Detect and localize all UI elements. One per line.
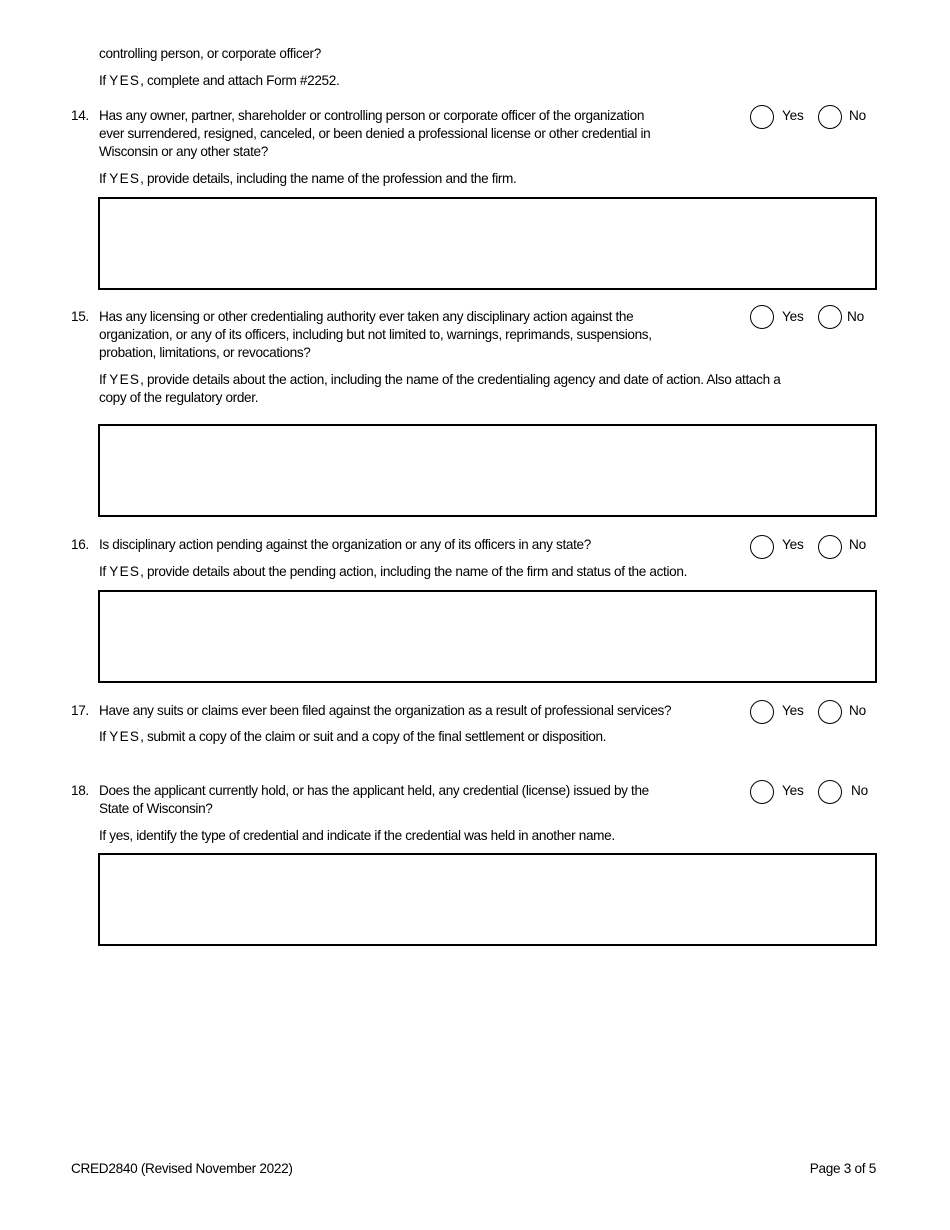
q14-yes-label: Yes — [782, 108, 804, 123]
q14-no-label: No — [849, 108, 866, 123]
q18-if-yes-instruction: If yes, identify the type of credential and indicate if the credential was held in another name. — [99, 828, 615, 843]
q14-no-radio[interactable] — [818, 105, 842, 129]
q16-text — [99, 536, 591, 554]
q14-line: Has any owner, partner, shareholder or controlling person or corporate officer of the organization — [99, 108, 645, 123]
q15-if-yes-instruction: If YES, provide details about the action, including the name of the credentialing agency and date of action. Also attach a — [99, 372, 781, 387]
q18-details-textbox[interactable] — [98, 853, 877, 946]
q17-line: Have any suits or claims ever been filed against the organization as a result of professional services? — [99, 703, 672, 718]
q14-text — [99, 107, 650, 161]
q15-details-textbox[interactable] — [98, 424, 877, 517]
q14-line: ever surrendered, resigned, canceled, or been denied a professional license or other credential in — [99, 126, 651, 141]
q18-line: Does the applicant currently hold, or has the applicant held, any credential (license) issued by the — [99, 783, 649, 798]
q15-yes-label: Yes — [782, 309, 804, 324]
q14-if-yes-instruction: If YES, provide details, including the name of the profession and the firm. — [99, 171, 517, 186]
q14-details-textbox[interactable] — [98, 197, 877, 290]
q17-yes-label: Yes — [782, 703, 804, 718]
q14-line: Wisconsin or any other state? — [99, 144, 268, 159]
q15-text — [99, 308, 652, 362]
q18-yes-radio[interactable] — [750, 780, 774, 804]
q16-line: Is disciplinary action pending against the organization or any of its officers in any state? — [99, 537, 591, 552]
q15-if-yes-instruction-line2: copy of the regulatory order. — [99, 390, 259, 405]
form-id-footer: CRED2840 (Revised November 2022) — [71, 1161, 293, 1176]
q18-number: 18. — [71, 783, 89, 798]
q13-if-yes-instruction: If YES, complete and attach Form #2252. — [99, 73, 340, 88]
q18-text — [99, 782, 649, 818]
q15-number: 15. — [71, 309, 89, 324]
q16-no-radio[interactable] — [818, 535, 842, 559]
q16-no-label: No — [849, 537, 866, 552]
q18-no-radio[interactable] — [818, 780, 842, 804]
q15-no-radio[interactable] — [818, 305, 842, 329]
q14-number: 14. — [71, 108, 89, 123]
q17-text — [99, 702, 671, 720]
q18-yes-label: Yes — [782, 783, 804, 798]
q15-line: organization, or any of its officers, including but not limited to, warnings, reprimands, suspensions, — [99, 327, 652, 342]
q16-if-yes-instruction: If YES, provide details about the pending action, including the name of the firm and status of the action. — [99, 564, 687, 579]
q15-line: probation, limitations, or revocations? — [99, 345, 311, 360]
q15-line: Has any licensing or other credentialing authority ever taken any disciplinary action against the — [99, 309, 634, 324]
q15-no-label: No — [847, 309, 864, 324]
q16-yes-radio[interactable] — [750, 535, 774, 559]
q17-no-radio[interactable] — [818, 700, 842, 724]
q16-yes-label: Yes — [782, 537, 804, 552]
q18-no-label: No — [851, 783, 868, 798]
q17-number: 17. — [71, 703, 89, 718]
q13-continuation-text: controlling person, or corporate officer? — [99, 46, 321, 61]
q17-no-label: No — [849, 703, 866, 718]
q16-details-textbox[interactable] — [98, 590, 877, 683]
q14-yes-radio[interactable] — [750, 105, 774, 129]
q18-line: State of Wisconsin? — [99, 801, 213, 816]
q17-if-yes-instruction: If YES, submit a copy of the claim or suit and a copy of the final settlement or disposition. — [99, 729, 607, 744]
q17-yes-radio[interactable] — [750, 700, 774, 724]
page-number-footer: Page 3 of 5 — [809, 1161, 876, 1176]
q15-yes-radio[interactable] — [750, 305, 774, 329]
q16-number: 16. — [71, 537, 89, 552]
